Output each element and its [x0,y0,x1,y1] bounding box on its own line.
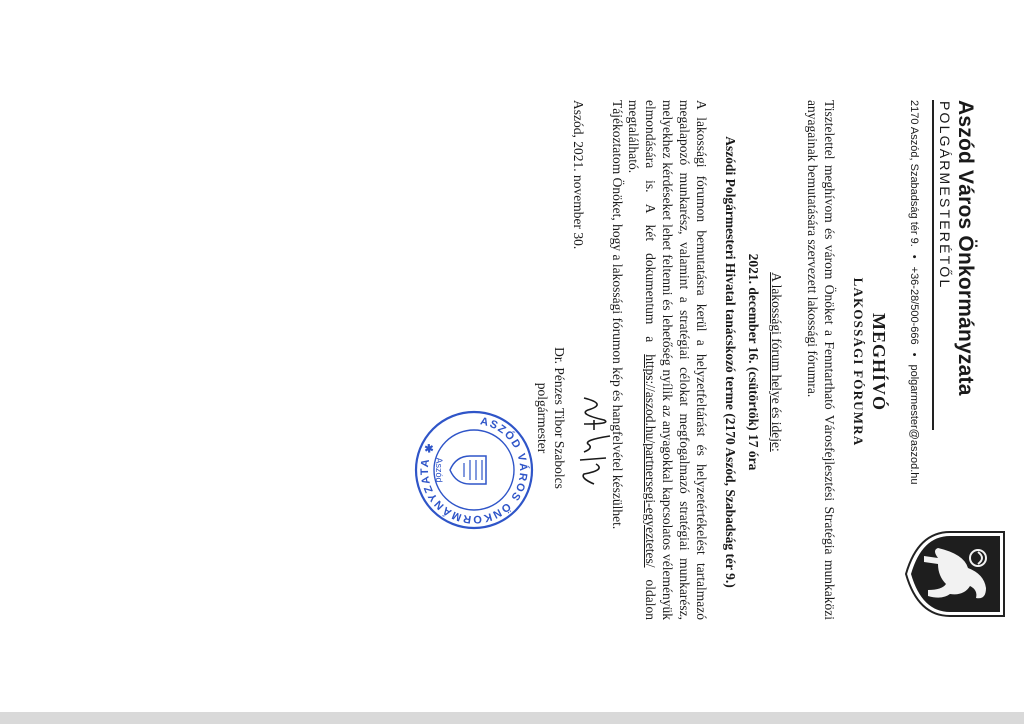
signer-name: Dr. Pénzes Tibor Szabolcs [552,347,567,489]
separator: • [908,254,920,259]
info-paragraph: Tájékoztatom Önöket, hogy a lakossági fórumon kép és hangfelvétel készülhet. [610,100,625,530]
forum-text: A lakossági fórumon bemutatásra kerül a helyzetfeltárást és helyzetértékelést tartalmazó megalapozó munkarész, valamint a stratégiai célokat megfogalmazó stratégiai munkarész, melyekhez kérdéseket lehet feltenni és lehetőség nyílik az anyagokkal kapcsolatos véleményük elmondására is. A két dokumentum a [643,100,709,620]
coat-of-arms-icon [904,528,1008,620]
letterhead-contact [908,100,920,485]
svg-text:ASZÓD VÁROS ÖNKORMÁNYZATA ✱: ASZÓD VÁROS ÖNKORMÁNYZATA ✱ [418,415,530,526]
signer-role: polgármester [535,382,550,454]
official-stamp [412,408,536,532]
address: 2170 Aszód, Szabadság tér 9. [908,100,920,247]
intro-paragraph: Tisztelettel meghívom és várom Önöket a Fenntartható Városfejlesztési Stratégia munkaközi anyagainak bemutatására szervezett lakossági fórumra. [805,100,837,620]
document-heading: MEGHÍVÓ [869,312,889,411]
partnership-link[interactable]: https://aszod.hu/partnersegi-egyeztetes/ [643,354,658,568]
dateline: Aszód, 2021. november 30. [571,100,586,250]
venue-lead: A lakossági fórum helye és ideje: [769,272,784,452]
separator: • [908,352,920,357]
letterhead-subtitle: POLGÁRMESTERÉTŐL [937,101,953,290]
letterhead-divider [932,100,934,430]
venue-place: Aszódi Polgármesteri Hivatal tanácskozó terme (2170 Aszód, Szabadság tér 9.) [723,136,738,588]
signature-block [534,318,568,518]
document-subheading: LAKOSSÁGI FÓRUMRA [851,277,866,447]
venue-date: 2021. december 16. (csütörtök) 17 óra [746,253,761,471]
letterhead-title: Aszód Város Önkormányzata [954,100,977,396]
handwritten-signature [568,390,624,490]
forum-suffix: oldalon megtalálható. [626,100,658,621]
forum-paragraph [625,100,710,620]
svg-text:Aszód: Aszód [434,457,444,483]
phone: +36-28/500-666 [908,266,920,345]
email: polgarmester@aszod.hu [908,364,920,485]
